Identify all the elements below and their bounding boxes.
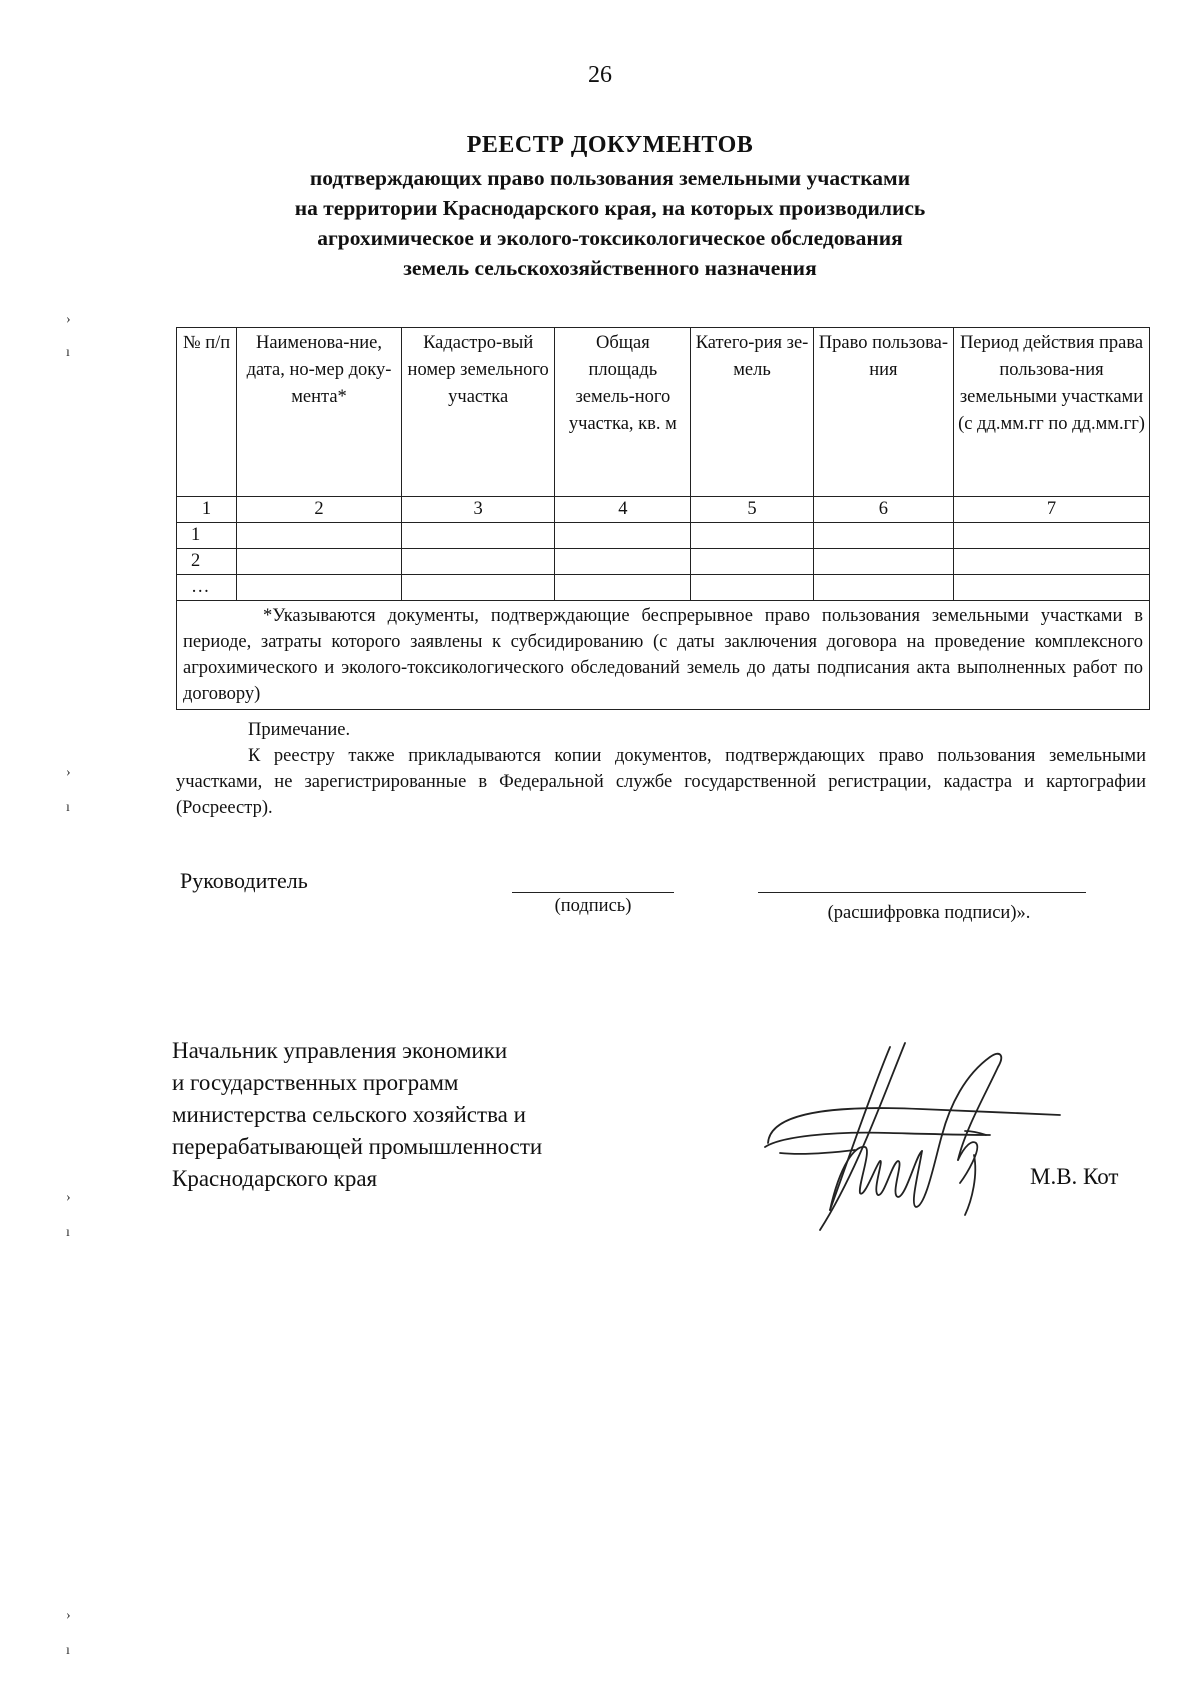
official-position-line: и государственных программ [172,1070,459,1095]
signature-label: Руководитель [180,868,308,893]
official-position [172,1035,542,1195]
table-footnote [177,601,1150,710]
registry-table [176,327,1150,710]
table-cell [954,523,1150,549]
title-line: земель сельскохозяйственного назначения [403,256,817,280]
margin-mark: › [66,1608,71,1623]
handwritten-signature-icon [760,1035,1100,1245]
table-cell [401,549,555,575]
table-cell [691,523,813,549]
column-number: 5 [691,497,813,523]
official-position-line: министерства сельского хозяйства и [172,1102,526,1127]
column-number-row [177,497,1150,523]
note-body: К реестру также прикладываются копии документов, подтверждающих право пользования земельными участками, не зарегистрированные в Федеральной службе государственной регистрации, кадастра и картографии (Росреестр). [176,746,1146,818]
footnote-row [177,601,1150,710]
table-cell [954,549,1150,575]
header-document: Наименова-ние, дата, но-мер доку-мента* [237,328,402,497]
title-main: РЕЕСТР ДОКУМЕНТОВ [466,132,754,158]
official-position-line: перерабатывающей промышленности [172,1134,543,1159]
table-cell [813,523,953,549]
table-cell [401,523,555,549]
document-title [180,132,1040,283]
header-validity-period: Период действия права пользова-ния земельными участками (с дд.мм.гг по дд.мм.гг) [954,328,1150,497]
column-number: 6 [813,497,953,523]
margin-mark: › [66,1190,71,1205]
header-number: № п/п [177,328,237,497]
column-number: 4 [555,497,691,523]
table-header-row [177,328,1150,497]
table-row [177,549,1150,575]
header-land-category: Катего-рия зе-мель [691,328,813,497]
title-line: агрохимическое и эколого-токсикологическое обследования [317,226,903,250]
header-total-area: Общая площадь земель-ного участка, кв. м [555,328,691,497]
table-cell [691,549,813,575]
table-cell [813,575,953,601]
table-cell [555,575,691,601]
column-number: 2 [237,497,402,523]
signature-caption: (подпись) [554,896,632,916]
margin-mark: › [66,765,71,780]
table-cell [237,549,402,575]
table-cell [237,523,402,549]
table-cell [237,575,402,601]
official-position-line: Краснодарского края [172,1166,378,1191]
header-use-right: Право пользова-ния [813,328,953,497]
row-number: … [177,575,237,601]
table-cell [555,549,691,575]
margin-mark: ı [66,345,70,360]
margin-mark: ı [66,800,70,815]
title-line: на территории Краснодарского края, на которых производились [294,196,926,220]
column-number: 1 [177,497,237,523]
margin-mark: ı [66,1225,70,1240]
row-number: 2 [177,549,237,575]
table-cell [954,575,1150,601]
margin-mark: › [66,312,71,327]
page-number: 26 [588,62,612,88]
table-row [177,523,1150,549]
margin-mark: ı [66,1643,70,1658]
signature-decoding-caption: (расшифровка подписи)». [827,903,1031,923]
note-block [176,717,1146,821]
title-line: подтверждающих право пользования земельными участками [309,166,911,190]
note-title: Примечание. [248,720,351,740]
official-name: М.В. Кот [1030,1164,1119,1189]
signature-decoding-line [758,892,1086,893]
row-number: 1 [177,523,237,549]
footnote-text: *Указываются документы, подтверждающие беспрерывное право пользования земельными участками в периоде, затраты которого заявлены к субсидированию (с даты заключения договора на проведение комплексного агрохимического и эколого-токсикологического обследований земель до даты подписания акта выполненных работ по договору) [183,606,1143,704]
signature-line [512,892,674,893]
table-cell [813,549,953,575]
header-cadastral-number: Кадастро-вый номер земельного участка [401,328,555,497]
table-cell [691,575,813,601]
official-position-line: Начальник управления экономики [172,1038,508,1063]
table-cell [555,523,691,549]
table-row [177,575,1150,601]
column-number: 3 [401,497,555,523]
table-cell [401,575,555,601]
column-number: 7 [954,497,1150,523]
